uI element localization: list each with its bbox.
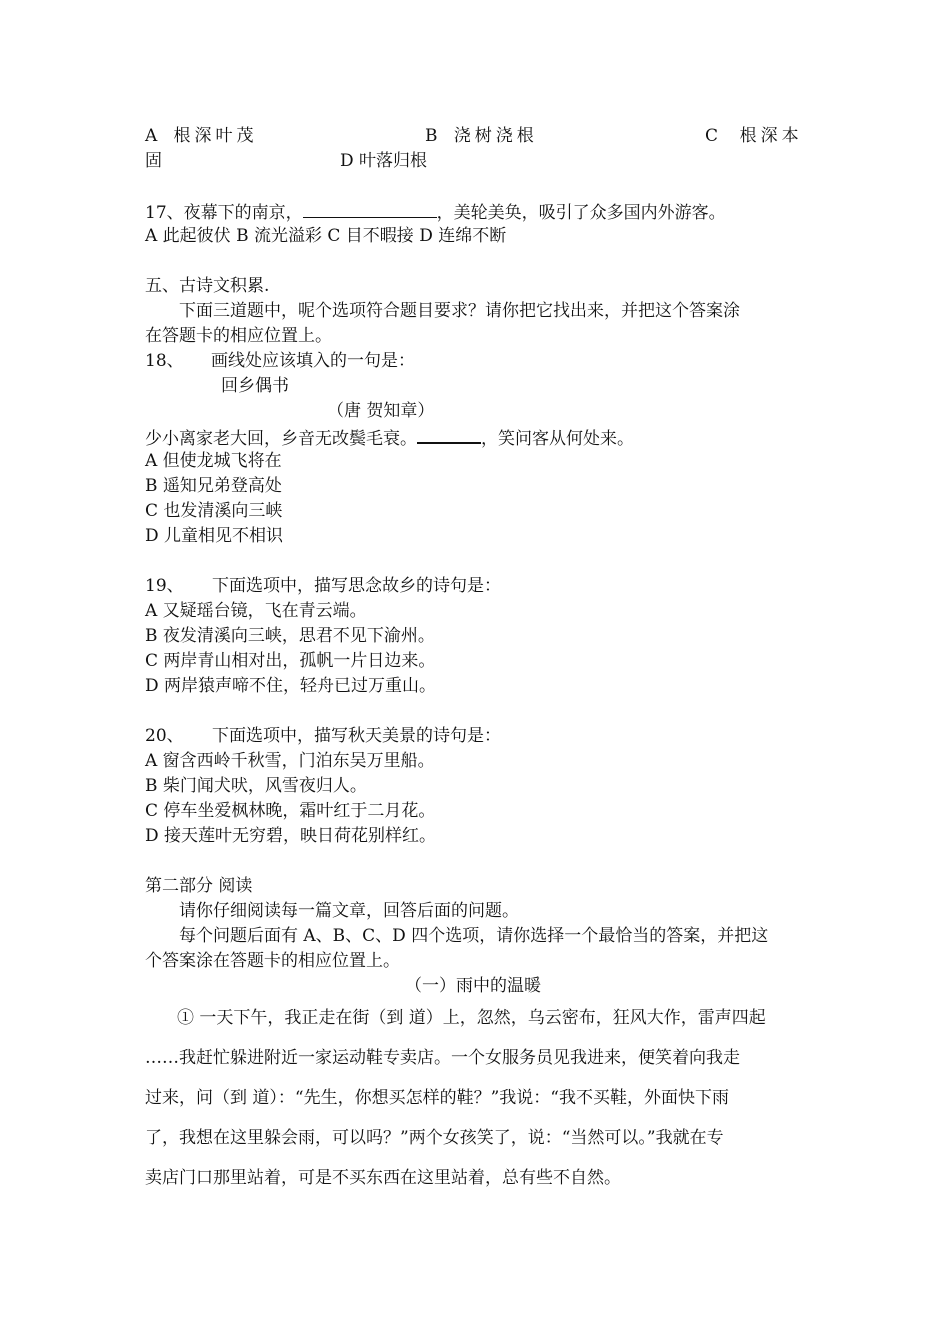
- option-text: 浇树浇根: [453, 126, 538, 146]
- part-intro: 请你仔细阅读每一篇文章，回答后面的问题。: [179, 901, 519, 921]
- article-title: （一）雨中的温暖: [405, 976, 541, 996]
- q18-option-a: A 但使龙城飞将在: [145, 451, 282, 471]
- q17-stem: 17、夜幕下的南京， ，美轮美奂，吸引了众多国内外游客。: [145, 199, 726, 225]
- part-intro-2: 每个问题后面有 A、B、C、D 四个选项，请你选择一个最恰当的答案，并把这: [179, 926, 769, 946]
- q16-option-c: [705, 124, 803, 148]
- article-paragraph-line: ……我赶忙躲进附近一家运动鞋专卖店。一个女服务员见我进来，便笑着向我走: [145, 1048, 740, 1068]
- q19-option-b: B 夜发清溪向三峡，思君不见下渝州。: [145, 626, 435, 646]
- q16-option-a: [145, 124, 258, 148]
- q20-option-d: D 接天莲叶无穷碧，映日荷花别样红。: [145, 826, 437, 846]
- q20-option-a: A 窗含西岭千秋雪，门泊东吴万里船。: [145, 751, 435, 771]
- answer-blank: [303, 199, 437, 218]
- option-text: 根深本: [739, 126, 803, 146]
- option-label: A: [145, 126, 158, 146]
- q19-stem: 下面选项中，描写思念故乡的诗句是：: [212, 576, 501, 596]
- option-label: B: [425, 126, 438, 146]
- part-intro-3: 个答案涂在答题卡的相应位置上。: [145, 951, 400, 971]
- q20-number: 20、: [145, 726, 184, 746]
- part-title: 第二部分 阅读: [145, 876, 253, 896]
- poem-line: 少小离家老大回，乡音无改鬓毛衰。 ，笑问客从何处来。: [145, 424, 634, 451]
- poem-title: 回乡偶书: [221, 376, 289, 396]
- option-label: C: [705, 126, 719, 146]
- section-title: 五、古诗文积累.: [145, 276, 270, 296]
- poem-author: （唐 贺知章）: [327, 401, 435, 421]
- q19-option-d: D 两岸猿声啼不住，轻舟已过万重山。: [145, 676, 437, 696]
- q17-options: A 此起彼伏 B 流光溢彩 C 目不暇接 D 连绵不断: [145, 226, 507, 246]
- q16-option-b: [425, 124, 538, 148]
- article-paragraph-line: 了，我想在这里躲会雨，可以吗？”两个女孩笑了，说：“当然可以。”我就在专: [145, 1128, 724, 1148]
- q18-stem: 画线处应该填入的一句是：: [211, 351, 415, 371]
- q20-stem: 下面选项中，描写秋天美景的诗句是：: [212, 726, 501, 746]
- q19-number: 19、: [145, 576, 184, 596]
- q18-option-d: D 儿童相见不相识: [145, 526, 284, 546]
- section-intro: 下面三道题中，呢个选项符合题目要求？请你把它找出来，并把这个答案涂: [179, 301, 740, 321]
- answer-blank: [417, 424, 481, 444]
- q20-option-b: B 柴门闻犬吠，风雪夜归人。: [145, 776, 367, 796]
- q18-option-c: C 也发清溪向三峡: [145, 501, 283, 521]
- article-paragraph-line: 卖店门口那里站着，可是不买东西在这里站着，总有些不自然。: [145, 1168, 621, 1188]
- q16-option-d: D 叶落归根: [340, 151, 428, 171]
- q19-option-a: A 又疑瑶台镜，飞在青云端。: [145, 601, 367, 621]
- article-paragraph-line: 过来，问（到 道）：“先生，你想买怎样的鞋？”我说：“我不买鞋，外面快下雨: [145, 1088, 729, 1108]
- q18-option-b: B 遥知兄弟登高处: [145, 476, 282, 496]
- section-intro-continued: 在答题卡的相应位置上。: [145, 326, 332, 346]
- option-text: 根深叶茂: [173, 126, 258, 146]
- q20-option-c: C 停车坐爱枫林晚，霜叶红于二月花。: [145, 801, 436, 821]
- article-paragraph-line: ① 一天下午，我正走在街（到 道）上，忽然，乌云密布，狂风大作，雷声四起: [177, 1008, 766, 1028]
- q19-option-c: C 两岸青山相对出，孤帆一片日边来。: [145, 651, 436, 671]
- q16-option-c-continued: 固: [145, 151, 162, 171]
- q18-number: 18、: [145, 351, 184, 371]
